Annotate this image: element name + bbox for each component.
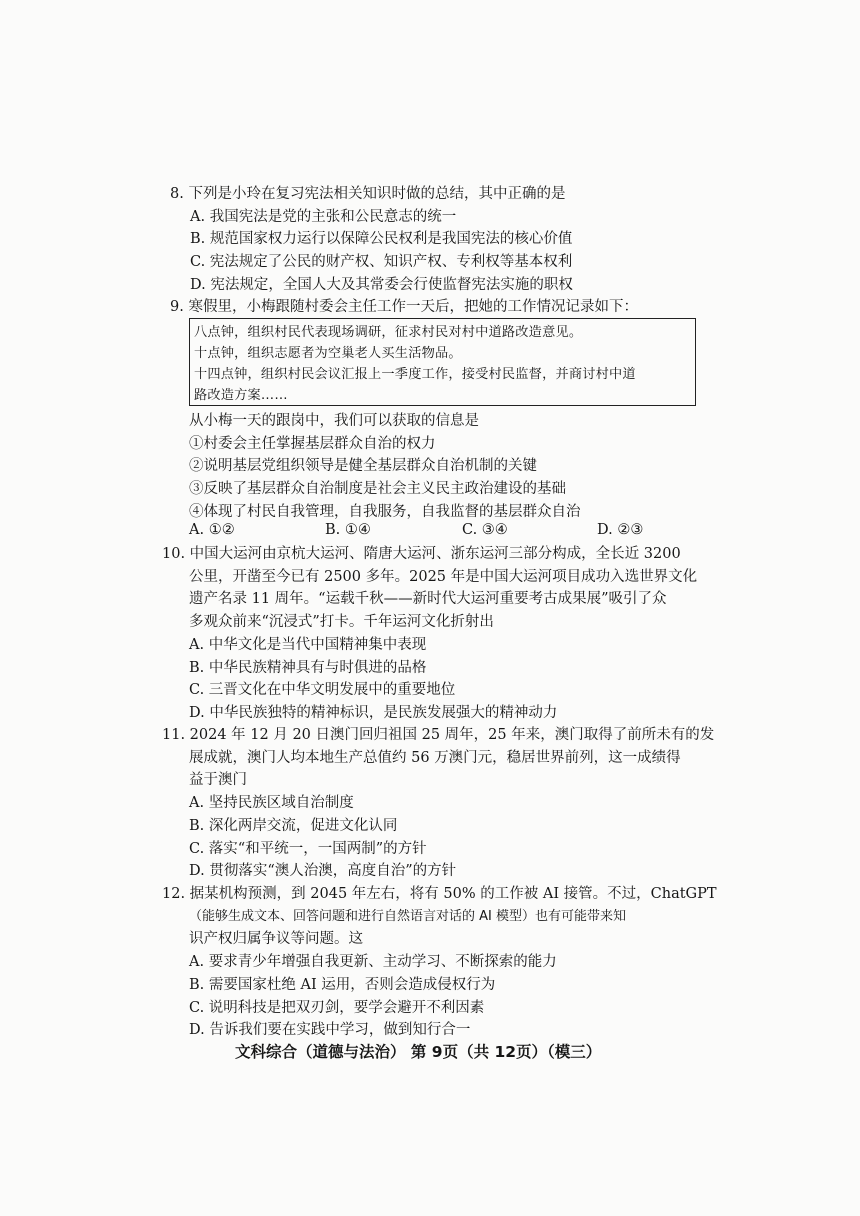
question-10-stem: 10. 中国大运河由京杭大运河、隋唐大运河、浙东运河三部分构成，全长近 3200 <box>162 546 681 562</box>
question-12 <box>162 883 717 1042</box>
option-c: C. 宪法规定了公民的财产权、知识产权、专利权等基本权利 <box>190 254 573 271</box>
statement-3: ③反映了基层群众自治制度是社会主义民主政治建设的基础 <box>189 481 566 498</box>
option-d: D. 中华民族独特的精神标识，是民族发展强大的精神动力 <box>189 704 558 721</box>
question-12-stem: （能够生成文本、回答问题和进行自然语言对话的 AI 模型）也有可能带来知 <box>189 908 626 924</box>
option-b: B. 中华民族精神具有与时俱进的品格 <box>189 659 427 676</box>
option-c: C. ③④ <box>462 522 508 538</box>
option-a: A. ①② <box>189 522 235 538</box>
question-9 <box>170 296 710 319</box>
option-d: D. ②③ <box>597 522 644 538</box>
record-line: 路改造方案…… <box>194 388 288 403</box>
question-11-stem: 益于澳门 <box>189 772 247 789</box>
question-9-ask: 从小梅一天的跟岗中，我们可以获取的信息是 <box>189 413 479 429</box>
question-8-stem: 8. 下列是小玲在复习宪法相关知识时做的总结，其中正确的是 <box>170 186 566 202</box>
question-10 <box>162 543 710 725</box>
question-10-stem: 遗产名录 11 周年。“运载千秋——新时代大运河重要考古成果展”吸引了众 <box>189 591 667 608</box>
statement-2: ②说明基层党组织领导是健全基层群众自治机制的关键 <box>189 458 537 475</box>
work-record-box <box>189 318 696 406</box>
option-a: A. 要求青少年增强自我更新、主动学习、不断探索的能力 <box>189 954 557 971</box>
question-11-stem: 展成就，澳门人均本地生产总值约 56 万澳门元，稳居世界前列，这一成绩得 <box>189 749 681 766</box>
question-12-stem: 识产权归属争议等问题。这 <box>189 931 363 948</box>
option-d: D. 贯彻落实“澳人治澳，高度自治”的方针 <box>189 863 457 880</box>
question-10-stem: 公里，开凿至今已有 2500 多年。2025 年是中国大运河项目成功入选世界文化 <box>189 568 698 585</box>
record-line: 十点钟，组织志愿者为空巢老人买生活物品。 <box>194 346 462 361</box>
option-c: C. 说明科技是把双刃剑，要学会避开不利因素 <box>189 999 485 1016</box>
option-a: A. 坚持民族区域自治制度 <box>189 795 354 812</box>
question-12-stem: 12. 据某机构预测，到 2045 年左右，将有 50% 的工作被 AI 接管。不过，ChatGPT <box>162 886 717 902</box>
question-11 <box>162 724 715 883</box>
option-c: C. 三晋文化在中华文明发展中的重要地位 <box>189 682 456 699</box>
option-a: A. 中华文化是当代中国精神集中表现 <box>189 636 427 653</box>
record-line: 八点钟，组织村民代表现场调研，征求村民对村中道路改造意见。 <box>194 325 583 340</box>
option-d: D. 告诉我们要在实践中学习，做到知行合一 <box>189 1022 471 1039</box>
option-b: B. 深化两岸交流，促进文化认同 <box>189 817 398 834</box>
option-d: D. 宪法规定，全国人大及其常委会行使监督宪法实施的职权 <box>190 276 573 293</box>
record-line: 十四点钟，组织村民会议汇报上一季度工作，接受村民监督，并商讨村中道 <box>194 367 636 382</box>
question-8 <box>170 183 710 297</box>
question-10-stem: 多观众前来“沉浸式”打卡。千年运河文化折射出 <box>189 614 494 631</box>
question-11-stem: 11. 2024 年 12 月 20 日澳门回归祖国 25 周年，25 年来，澳门取得了前所未有的发 <box>162 727 715 743</box>
question-9-body <box>189 410 729 524</box>
page-footer: 文科综合（道德与法治） 第 9页（共 12页）（模三） <box>235 1043 602 1061</box>
option-c: C. 落实“和平统一，一国两制”的方针 <box>189 840 427 857</box>
statement-1: ①村委会主任掌握基层群众自治的权力 <box>189 435 436 452</box>
option-b: B. 需要国家杜绝 AI 运用，否则会造成侵权行为 <box>189 976 496 993</box>
option-b: B. ①④ <box>325 522 371 538</box>
option-b: B. 规范国家权力运行以保障公民权利是我国宪法的核心价值 <box>190 231 573 248</box>
statement-4: ④体现了村民自我管理，自我服务，自我监督的基层群众自治 <box>189 503 581 520</box>
option-a: A. 我国宪法是党的主张和公民意志的统一 <box>190 208 457 225</box>
question-9-stem: 9. 寒假里，小梅跟随村委会主任工作一天后，把她的工作情况记录如下： <box>170 299 638 315</box>
